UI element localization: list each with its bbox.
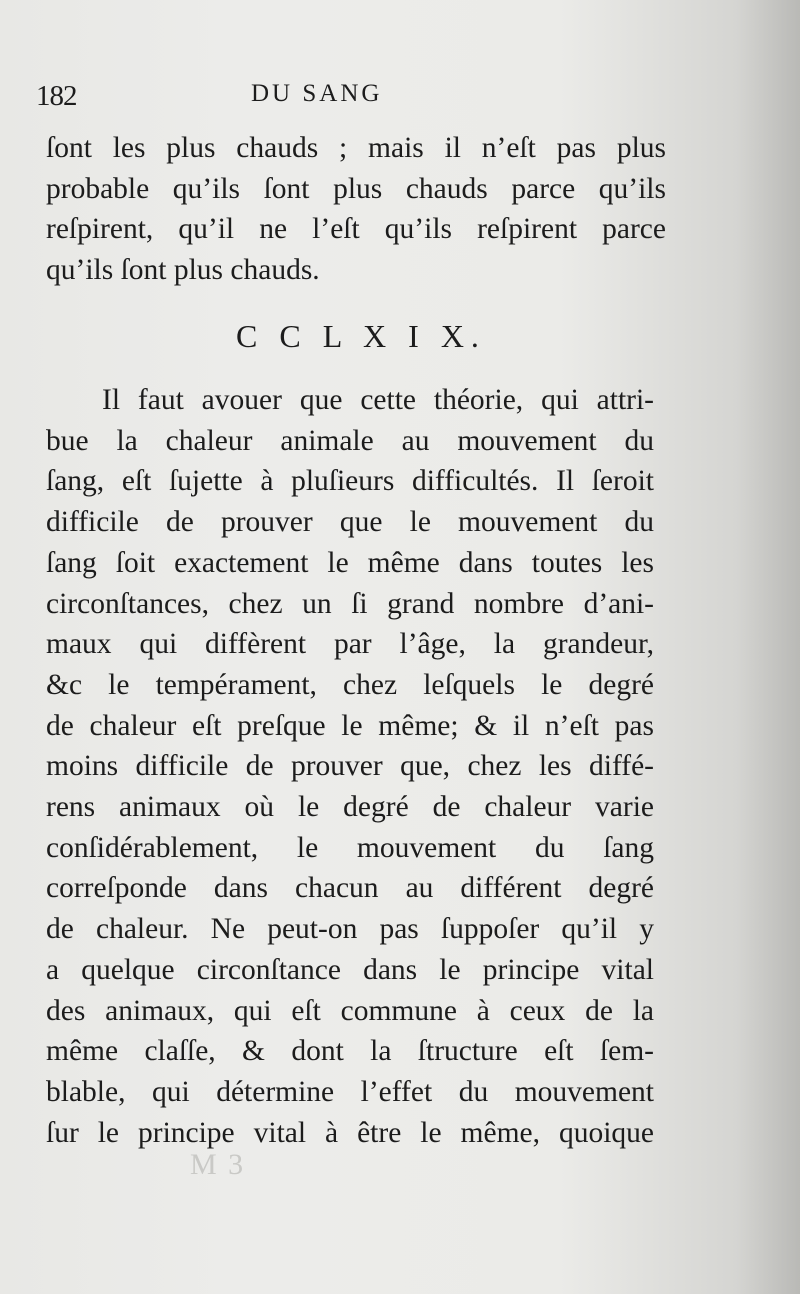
text-line: conſidérablement, le mouvement du ſang [46,831,654,864]
text-line: a quelque circonſtance dans le principe vital [46,953,654,986]
text-line: moins difficile de prouver que, chez les diffé- [46,750,654,783]
text-line: probable qu’ils ſont plus chauds parce qu’ils [46,172,666,205]
text-line: Il faut avouer que cette théorie, qui attri- [102,384,654,416]
text-line: maux qui diffèrent par l’âge, la grandeur, [46,628,654,661]
text-line: ſang, eſt ſujette à pluſieurs difficultés. Il ſeroit [46,465,654,498]
text-line: de chaleur. Ne peut-on pas ſuppoſer qu’il y [46,913,654,946]
text-line: qu’ils ſont plus chauds. [46,254,320,287]
paragraph-body [46,380,654,1153]
text-line: de chaleur eſt preſque le même; & il n’eſt pas [46,709,654,742]
text-line: correſponde dans chacun au différent degré [46,872,654,905]
signature-mark: M 3 [190,1148,246,1181]
section-heading: C C L X I X. [236,318,486,354]
text-line: bue la chaleur animale au mouvement du [46,424,654,457]
text-line: blable, qui détermine l’effet du mouvement [46,1075,654,1108]
text-line: circonſtances, chez un ſi grand nombre d’ani- [46,587,654,620]
text-line: &c le tempérament, chez leſquels le degré [46,668,654,701]
page-number: 182 [36,80,77,112]
text-line: des animaux, qui eſt commune à ceux de la [46,994,654,1027]
text-line: ſang ſoit exactement le même dans toutes les [46,546,654,579]
text-line: même claſſe, & dont la ſtructure eſt ſem- [46,1035,654,1068]
page-header [36,80,656,120]
text-line: rens animaux où le degré de chaleur varie [46,791,654,824]
text-line: reſpirent, qu’il ne l’eſt qu’ils reſpirent parce [46,213,666,246]
running-head: DU SANG [251,80,383,107]
paragraph-continued [46,128,666,291]
text-line: ſont les plus chauds ; mais il n’eſt pas plus [46,132,666,164]
text-line: ſur le principe vital à être le même, quoique [46,1116,654,1149]
text-line: difficile de prouver que le mouvement du [46,506,654,539]
